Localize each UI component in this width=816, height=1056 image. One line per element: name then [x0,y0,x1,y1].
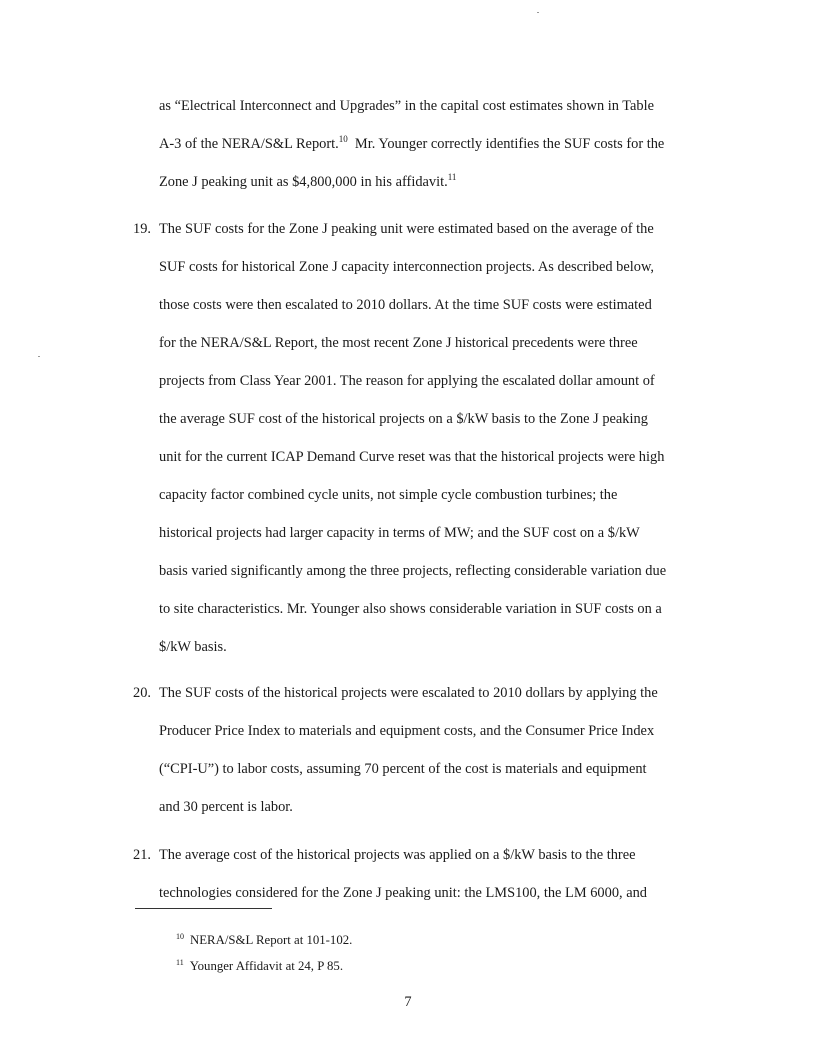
text-line: The SUF costs for the Zone J peaking unit were estimated based on the average of the [159,221,654,237]
page-number: 7 [404,994,412,1010]
text-line: as “Electrical Interconnect and Upgrades” in the capital cost estimates shown in Table [159,98,655,114]
scan-speck [537,12,539,13]
text-line: $/kW basis. [159,639,227,655]
footnote-marker: 11 [176,958,184,967]
footnote-ref-11: 11 [447,172,457,182]
paragraph-number: 19. [133,221,151,237]
footnote-marker: 10 [176,932,184,941]
footnote-10 [176,932,352,948]
text-line: technologies considered for the Zone J peaking unit: the LMS100, the LM 6000, and [159,885,647,901]
text-line: for the NERA/S&L Report, the most recent Zone J historical precedents were three [159,335,638,351]
text-line: The SUF costs of the historical projects were escalated to 2010 dollars by applying the [159,685,658,701]
text-line: and 30 percent is labor. [159,799,293,815]
text-line: those costs were then escalated to 2010 dollars. At the time SUF costs were estimated [159,297,652,313]
footnote-11 [176,958,343,974]
footnote-ref-10: 10 [338,134,348,144]
paragraph-number: 21. [133,847,151,863]
text-line: basis varied significantly among the three projects, reflecting considerable variation due [159,563,667,579]
paragraph-number: 20. [133,685,151,701]
text-line: capacity factor combined cycle units, not simple cycle combustion turbines; the [159,487,618,503]
text-line: A-3 of the NERA/S&L Report.$^{10}$ Mr. Younger correctly identifies the SUF costs for the [159,134,665,152]
footnote-text: Younger Affidavit at 24, P 85. [189,959,344,973]
text-line: historical projects had larger capacity in terms of MW; and the SUF cost on a $/kW [159,525,640,541]
scan-speck [38,356,40,357]
footnote-text: NERA/S&L Report at 101-102. [190,933,353,947]
text-line: Zone J peaking unit as $4,800,000 in his affidavit.$^{11}$ [159,172,457,190]
text-line: projects from Class Year 2001. The reason for applying the escalated dollar amount of [159,373,655,389]
text-line: the average SUF cost of the historical projects on a $/kW basis to the Zone J peaking [159,411,648,427]
text-line: to site characteristics. Mr. Younger also shows considerable variation in SUF costs on a [159,601,662,617]
text-line: (“CPI-U”) to labor costs, assuming 70 percent of the cost is materials and equipment [159,761,647,777]
footnote-divider [135,908,272,909]
text-line: SUF costs for historical Zone J capacity interconnection projects. As described below, [159,259,655,275]
text-line: The average cost of the historical projects was applied on a $/kW basis to the three [159,847,636,863]
text-line: Producer Price Index to materials and equipment costs, and the Consumer Price Index [159,723,655,739]
text-line: unit for the current ICAP Demand Curve reset was that the historical projects were high [159,449,665,465]
